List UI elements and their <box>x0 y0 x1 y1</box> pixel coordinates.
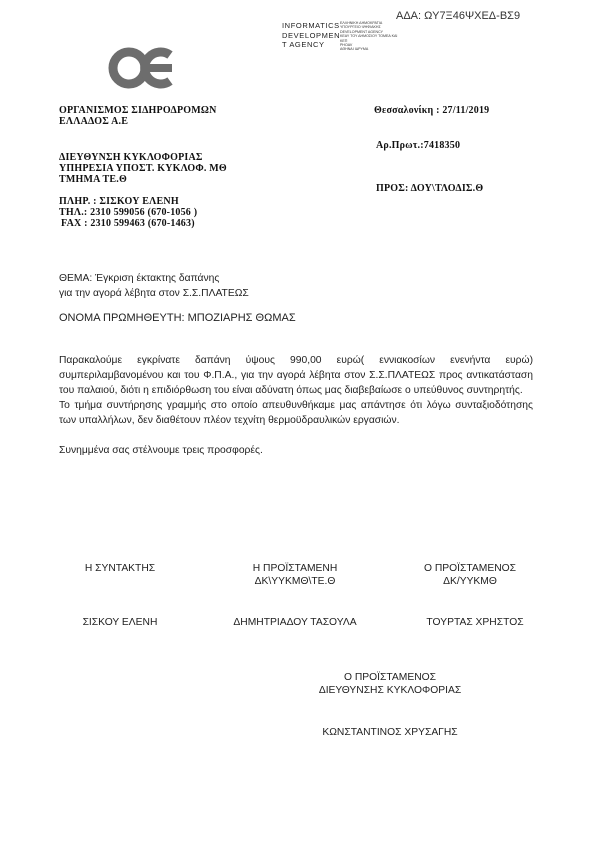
contact-tel: ΤΗΛ.: 2310 599056 (670-1056 ) <box>59 207 198 218</box>
ida-logo-line: DEVELOPMEN <box>282 30 341 40</box>
department-block <box>59 152 227 185</box>
subject-line: ΘΕΜΑ: Έγκριση έκτακτης δαπάνης <box>59 273 220 284</box>
ida-small-line: ΑΘΗΝΑΙ ΙΔΡΥΜΑ <box>340 47 369 52</box>
org-line: ΕΛΛΑΔΟΣ Α.Ε <box>59 116 129 127</box>
signature-title: ΔΚ/ΥΥΚΜΘ <box>443 576 497 587</box>
ida-logo-text <box>282 21 340 50</box>
signature-title: Η ΠΡΟΪΣΤΑΜΕΝΗ <box>252 563 338 574</box>
dept-line: ΔΙΕΥΘΥΝΣΗ ΚΥΚΛΟΦΟΡΙΑΣ <box>59 152 203 163</box>
org-line: ΟΡΓΑΝΙΣΜΟΣ ΣΙΔΗΡΟΔΡΟΜΩΝ <box>59 105 217 116</box>
ida-logo <box>282 21 412 57</box>
subject-line: για την αγορά λέβητα στον Σ.Σ.ΠΛΑΤΕΩΣ <box>59 288 249 299</box>
signature-name: ΔΗΜΗΤΡΙΑΔΟΥ ΤΑΣΟΥΛΑ <box>233 617 357 628</box>
recipient: ΠΡΟΣ: ΔΟΥ\ΤΛΟΔΙΣ.Θ <box>376 183 484 194</box>
signature-title: Ο ΠΡΟΪΣΤΑΜΕΝΟΣ <box>423 563 517 574</box>
ida-small-line: ΥΠΟΥΡΓΕΙΟ ΨΗΦΙΑΚΗΣ <box>340 25 381 30</box>
signature-name: ΣΙΣΚΟΥ ΕΛΕΝΗ <box>82 617 158 628</box>
supplier-name: ΟΝΟΜΑ ΠΡΩΜΗΘΕΥΤΗ: ΜΠΟΖΙΑΡΗΣ ΘΩΜΑΣ <box>59 312 296 324</box>
protocol-number: Αρ.Πρωτ.:7418350 <box>376 140 461 151</box>
signature-title: Ο ΠΡΟΪΣΤΑΜΕΝΟΣ <box>343 672 437 683</box>
ida-small-line: DEVELOPMENT AGENCY <box>340 29 384 34</box>
organization-name <box>59 105 217 127</box>
body-paragraph: Το τμήμα συντήρησης γραμμής στο οποίο απευθυνθήκαμε μας απάντησε ότι λόγω συνταξιοδότησης των υπαλλήλων, δεν διαθέτουν πλέον τεχνίτη θερμοϋδραυλικών εργασιών. <box>59 400 533 426</box>
signature-director <box>290 671 490 697</box>
ida-small-line: ΚΕΠ <box>340 38 348 43</box>
ida-logo-small-text <box>340 21 397 52</box>
signature-title: ΔΚ\ΥΥΚΜΘ\ΤΕ.Θ <box>254 576 336 587</box>
dept-line: ΤΜΗΜΑ ΤΕ.Θ <box>59 174 127 185</box>
ida-logo-line: INFORMATICS <box>282 21 340 30</box>
signature-head1 <box>220 562 370 588</box>
signature-name: ΤΟΥΡΤΑΣ ΧΡΗΣΤΟΣ <box>426 617 524 628</box>
ida-small-line: ΕΛΛΗΝΙΚΗ ΔΗΜΟΚΡΑΤΙΑ <box>340 21 383 25</box>
ida-small-line: PHOAV <box>340 43 353 48</box>
signature-head2 <box>400 562 540 588</box>
ida-logo-line: T AGENCY <box>282 40 325 49</box>
place-date: Θεσσαλονίκη : 27/11/2019 <box>374 105 490 116</box>
ose-logo <box>106 44 176 97</box>
dept-line: ΥΠΗΡΕΣΙΑ ΥΠΟΣΤ. ΚΥΚΛΟΦ. ΜΘ <box>59 163 227 174</box>
signature-name: ΚΩΝΣΤΑΝΤΙΝΟΣ ΧΡΥΣΑΓΗΣ <box>322 727 458 738</box>
ida-small-line: ΚΕΑΥ ΤΟΥ ΔΗΜΟΣΙΟΥ ΤΟΜΕΑ ΚΑΙ <box>340 34 398 39</box>
ada-code: ΑΔΑ: ΩΥ7Ξ46ΨΧΕΔ-ΒΣ9 <box>396 10 521 22</box>
body-paragraph: Παρακαλούμε εγκρίνατε δαπάνη ύψους 990,00 ευρώ( εννιακοσίων ενενήντα ευρώ) συμπεριλαμβανομένου και του Φ.Π.Α., για την αγορά λέβητα στον Σ.Σ.ΠΛΑΤΕΩΣ προς αντικατάσταση του παλαιού, διότι η επιδιόρθωση του είναι αδύνατη όπως μας διαβεβαίωσε ο υπεύθυνος συντηρητής. <box>59 355 533 396</box>
subject-block <box>59 271 249 301</box>
contact-info: ΠΛΗΡ. : ΣΙΣΚΟΥ ΕΛΕΝΗ <box>59 196 179 207</box>
contact-block <box>59 196 197 229</box>
signature-author <box>60 562 180 575</box>
signature-title: ΔΙΕΥΘΥΝΣΗΣ ΚΥΚΛΟΦΟΡΙΑΣ <box>318 685 462 696</box>
signature-title: Η ΣΥΝΤΑΚΤΗΣ <box>84 563 156 574</box>
contact-fax: FAX : 2310 599463 (670-1463) <box>61 218 195 229</box>
letter-body <box>59 353 533 458</box>
ose-logo-icon <box>106 44 176 92</box>
body-paragraph: Συνημμένα σας στέλνουμε τρεις προσφορές. <box>59 445 263 456</box>
